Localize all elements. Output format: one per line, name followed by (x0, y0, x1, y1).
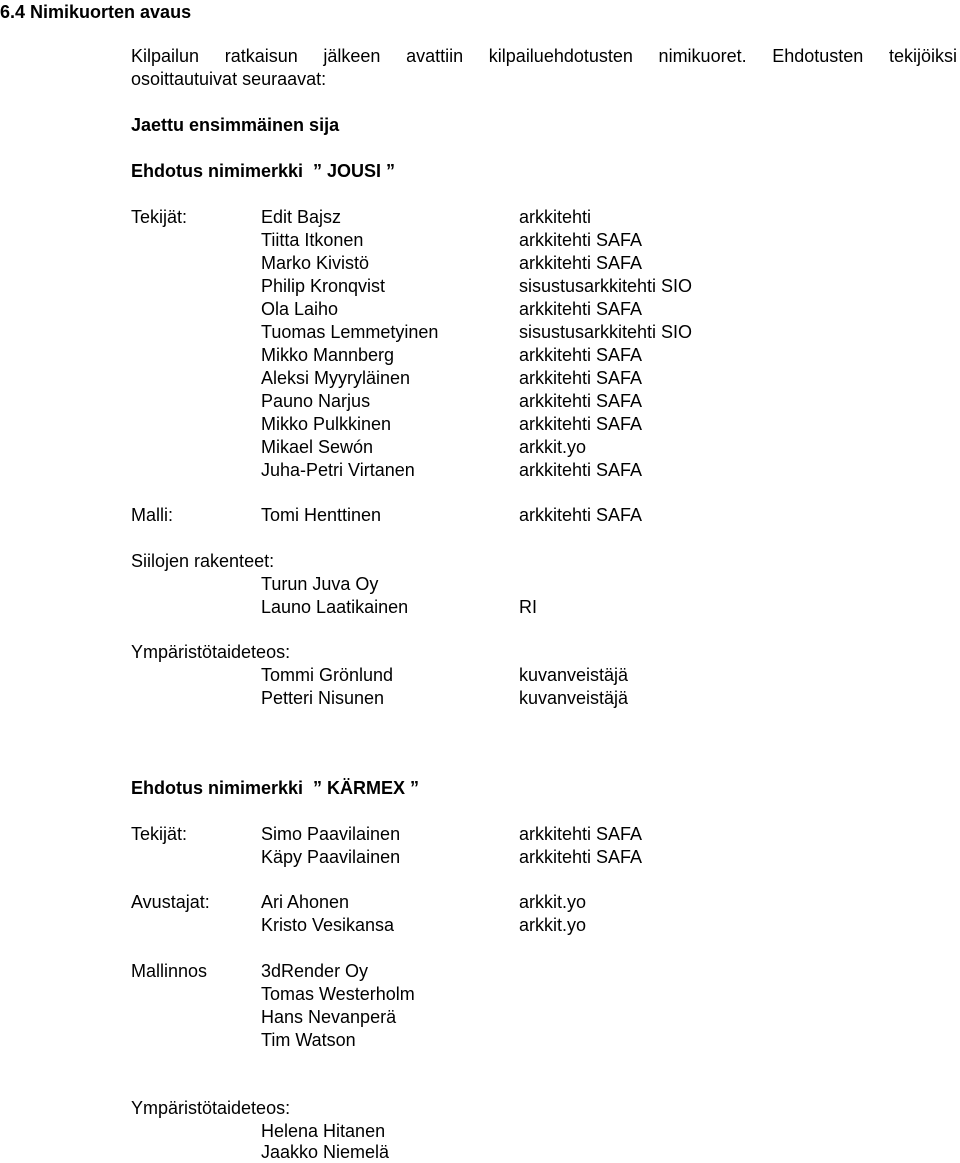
author-name: Mikko Pulkkinen (261, 414, 392, 434)
silo-label: Siilojen rakenteet: (131, 551, 275, 571)
author-name: Ola Laiho (261, 299, 339, 319)
author-title: sisustusarkkitehti SIO (519, 276, 693, 296)
intro-line-1: Kilpailun ratkaisun jälkeen avattiin kilpailuehdotusten nimikuoret. Ehdotusten tekijöiksi (131, 46, 957, 66)
modelling-name: Hans Nevanperä (261, 1007, 397, 1027)
entry-jousi-heading: Ehdotus nimimerkki ” JOUSI ” (131, 161, 396, 181)
karmex-authors-label: Tekijät: (131, 824, 188, 844)
author-name: Aleksi Myyryläinen (261, 368, 411, 388)
assistant-title: arkkit.yo (519, 915, 587, 935)
assistants-label: Avustajat: (131, 892, 210, 912)
author-name: Tuomas Lemmetyinen (261, 322, 439, 342)
jousi-art-label: Ympäristötaideteos: (131, 642, 291, 662)
author-title: arkkitehti SAFA (519, 230, 643, 250)
intro-line-2: osoittautuivat seuraavat: (131, 69, 327, 89)
author-title: arkkitehti SAFA (519, 345, 643, 365)
modelling-name: Tomas Westerholm (261, 984, 415, 1004)
author-title: arkkitehti (519, 207, 592, 227)
section-title: 6.4 Nimikuorten avaus (0, 2, 192, 22)
author-name: Pauno Narjus (261, 391, 371, 411)
author-title: arkkitehti SAFA (519, 847, 643, 867)
author-name: Käpy Paavilainen (261, 847, 401, 867)
author-title: arkkitehti SAFA (519, 414, 643, 434)
art-title: kuvanveistäjä (519, 688, 629, 708)
author-title: arkkitehti SAFA (519, 460, 643, 480)
silo-name: Launo Laatikainen (261, 597, 409, 617)
author-name: Juha-Petri Virtanen (261, 460, 415, 480)
jousi-authors-label: Tekijät: (131, 207, 188, 227)
author-name: Edit Bajsz (261, 207, 342, 227)
author-title: arkkitehti SAFA (519, 299, 643, 319)
model-name: Tomi Henttinen (261, 505, 382, 525)
author-title: sisustusarkkitehti SIO (519, 322, 693, 342)
art-name: Jaakko Niemelä (261, 1142, 390, 1162)
silo-title: RI (519, 597, 537, 617)
author-name: Simo Paavilainen (261, 824, 401, 844)
karmex-art-label: Ympäristötaideteos: (131, 1098, 291, 1118)
author-name: Mikko Mannberg (261, 345, 395, 365)
art-name: Tommi Grönlund (261, 665, 394, 685)
art-name: Petteri Nisunen (261, 688, 385, 708)
author-name: Marko Kivistö (261, 253, 370, 273)
model-label: Malli: (131, 505, 174, 525)
author-title: arkkitehti SAFA (519, 824, 643, 844)
author-name: Mikael Sewón (261, 437, 374, 457)
shared-first-heading: Jaettu ensimmäinen sija (131, 115, 340, 135)
modelling-name: 3dRender Oy (261, 961, 369, 981)
modelling-name: Tim Watson (261, 1030, 356, 1050)
art-title: kuvanveistäjä (519, 665, 629, 685)
modelling-label: Mallinnos (131, 961, 208, 981)
author-title: arkkitehti SAFA (519, 391, 643, 411)
assistant-name: Ari Ahonen (261, 892, 350, 912)
author-name: Tiitta Itkonen (261, 230, 364, 250)
author-title: arkkit.yo (519, 437, 587, 457)
entry-karmex-heading: Ehdotus nimimerkki ” KÄRMEX ” (131, 778, 420, 798)
assistant-title: arkkit.yo (519, 892, 587, 912)
author-name: Philip Kronqvist (261, 276, 386, 296)
author-title: arkkitehti SAFA (519, 253, 643, 273)
silo-name: Turun Juva Oy (261, 574, 379, 594)
art-name: Helena Hitanen (261, 1121, 386, 1141)
assistant-name: Kristo Vesikansa (261, 915, 395, 935)
model-title: arkkitehti SAFA (519, 505, 643, 525)
author-title: arkkitehti SAFA (519, 368, 643, 388)
